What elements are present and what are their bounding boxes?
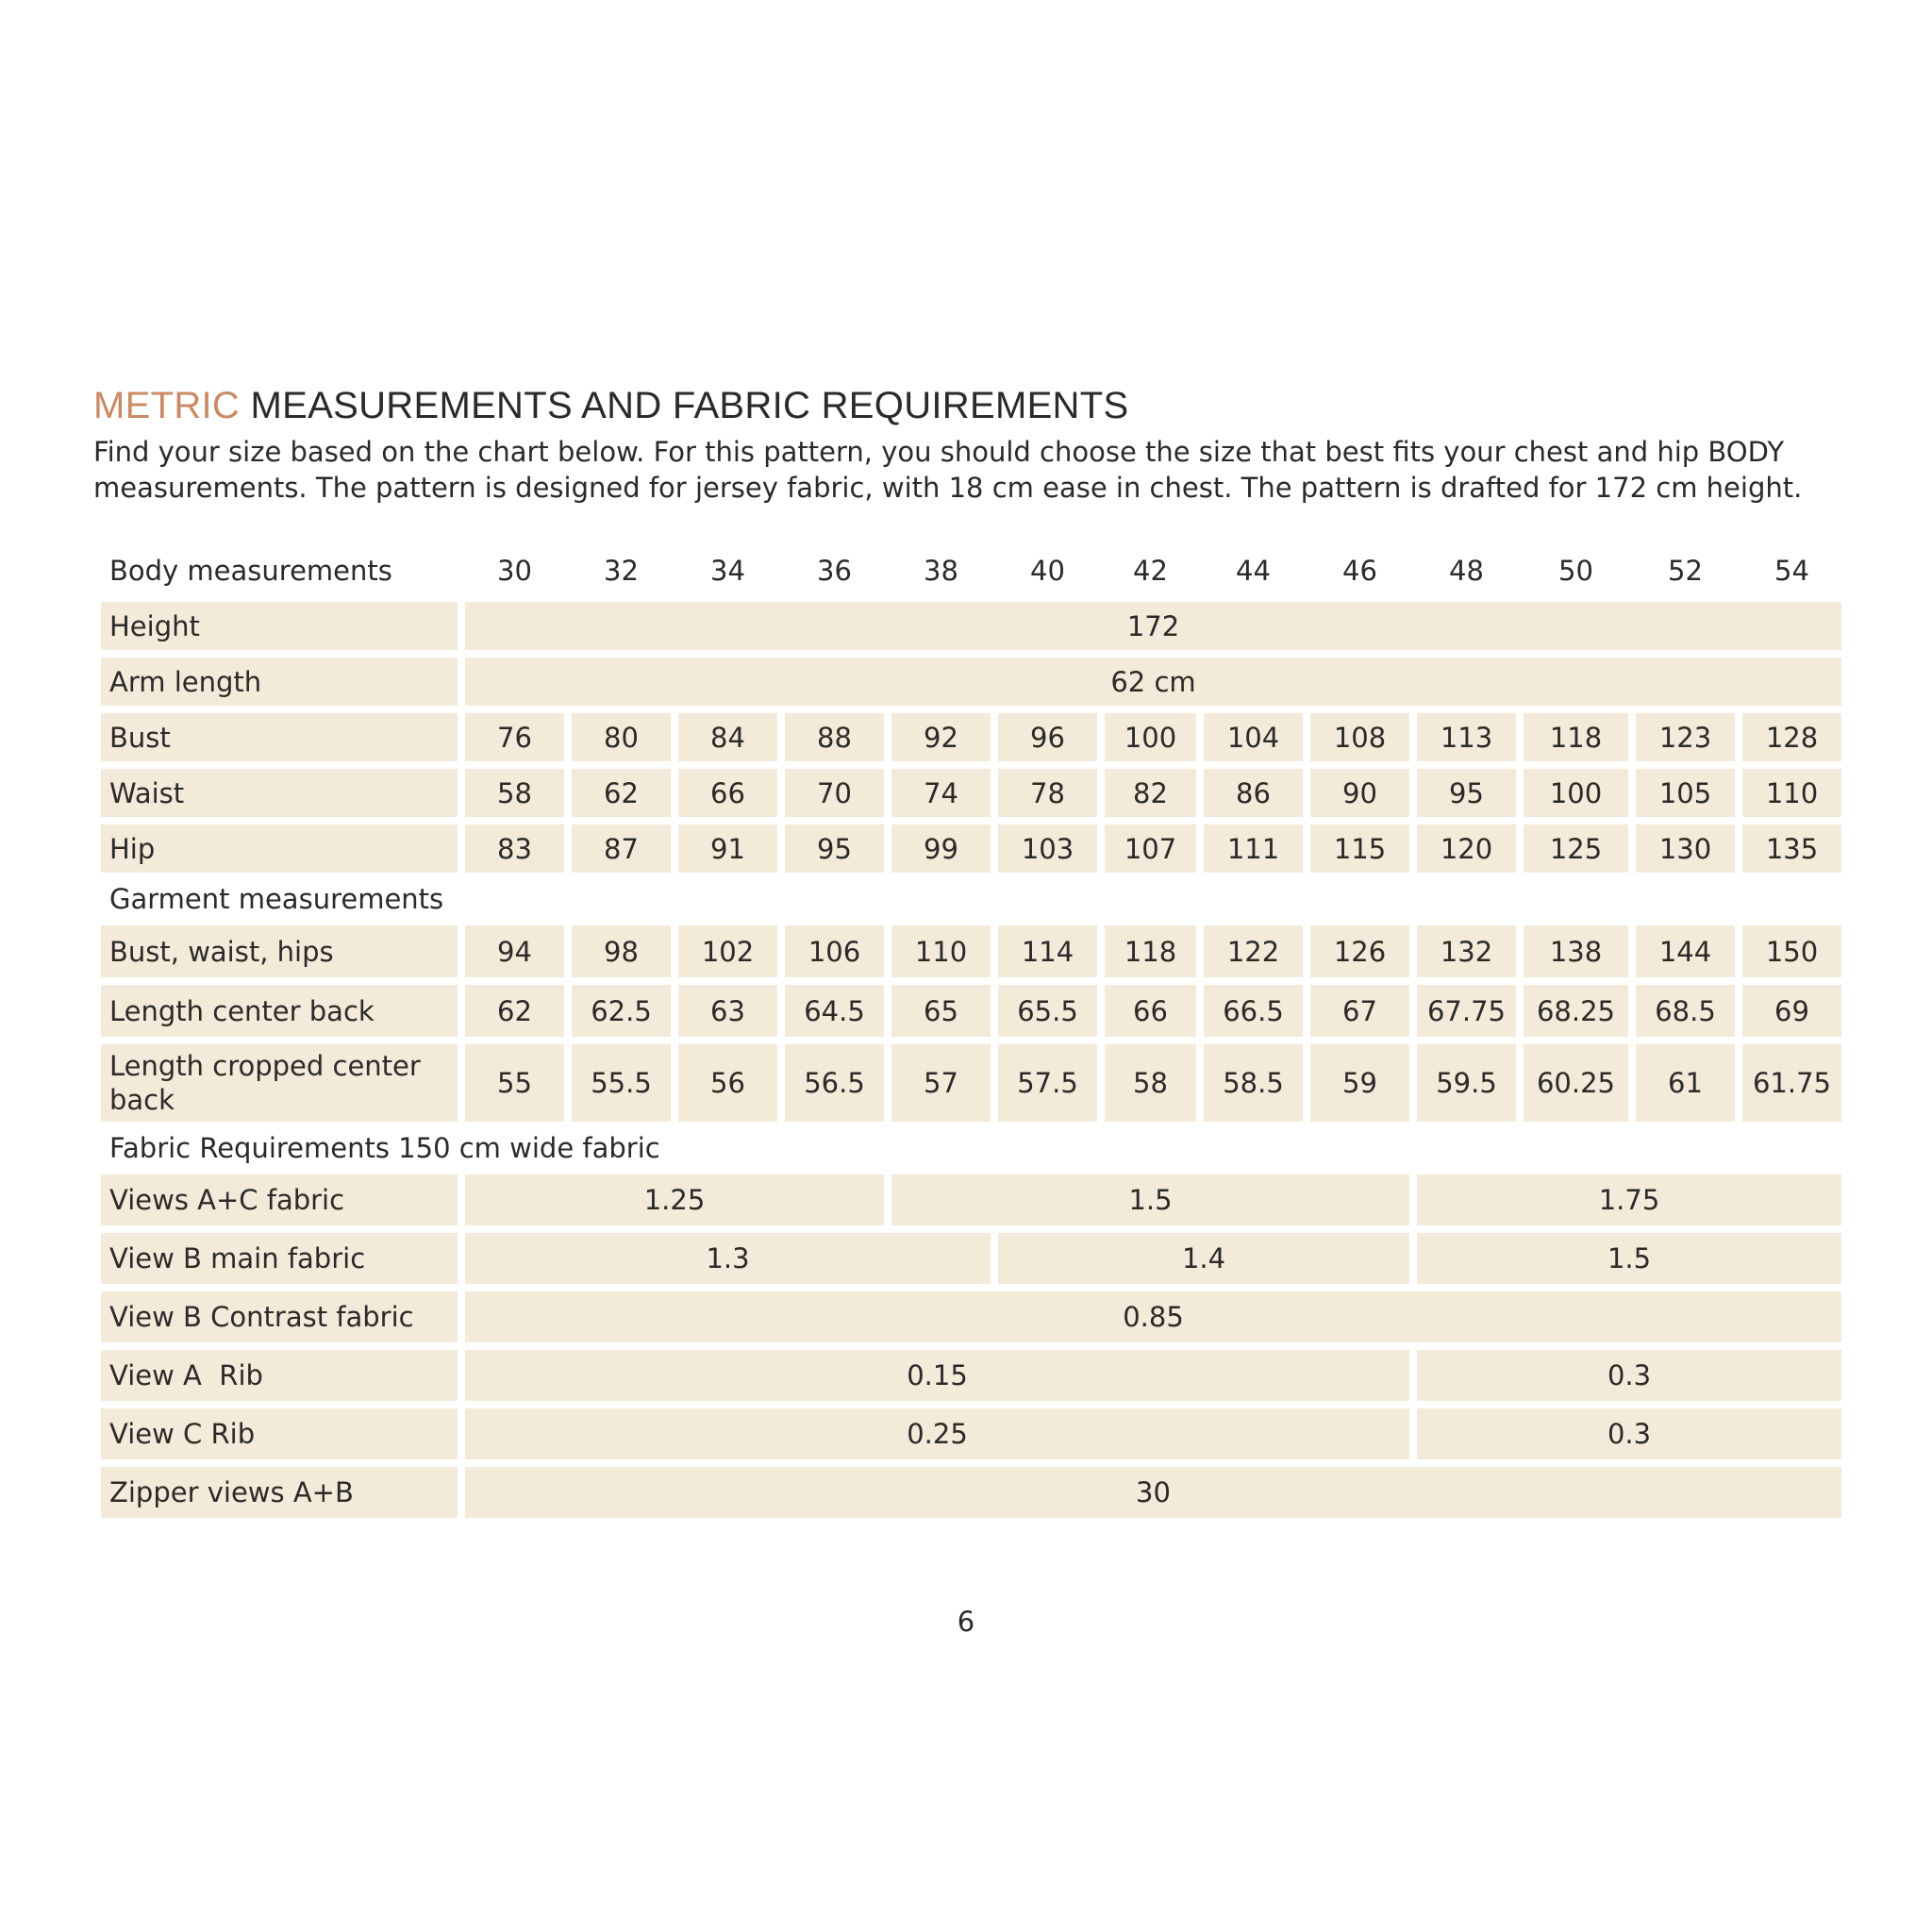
table-cell: 1.3 [465,1233,991,1284]
table-cell: 56 [678,1044,777,1122]
table-cell: 125 [1524,824,1628,873]
table-cell: 115 [1310,824,1409,873]
table-cell: 63 [678,985,777,1037]
table-cell: 67 [1310,985,1409,1037]
table-cell: 98 [572,925,671,977]
table-cell: 0.15 [465,1350,1409,1401]
row-label: View B main fabric [101,1233,458,1284]
garment-measurements-heading: Garment measurements [109,883,444,915]
size-header: 38 [924,555,958,587]
table-cell: 58 [1105,1044,1196,1122]
row-label: Length center back [101,985,458,1037]
table-cell: 99 [891,824,991,873]
table-cell: 92 [891,713,991,761]
table-cell: 135 [1742,824,1841,873]
table-cell: 96 [998,713,1097,761]
length-cropped-center-back-row [101,1044,1841,1122]
row-label: Arm length [101,658,458,706]
height-row [101,602,1841,650]
row-label: View B Contrast fabric [101,1291,458,1342]
table-cell: 100 [1105,713,1196,761]
table-cell: 70 [785,769,884,817]
table-cell: 126 [1310,925,1409,977]
size-header: 46 [1342,555,1377,587]
table-cell: 86 [1204,769,1303,817]
size-header: 54 [1774,555,1809,587]
size-header: 34 [710,555,745,587]
table-cell: 128 [1742,713,1841,761]
table-cell: 30 [465,1467,1841,1518]
body-measurements-heading: Body measurements [109,555,392,587]
arm-length-row [101,658,1841,706]
table-cell: 130 [1636,824,1735,873]
table-cell: 78 [998,769,1097,817]
table-cell: 1.4 [998,1233,1409,1284]
table-cell: 66.5 [1204,985,1303,1037]
table-cell: 1.5 [891,1174,1409,1225]
table-cell: 90 [1310,769,1409,817]
table-cell: 57 [891,1044,991,1122]
table-cell: 106 [785,925,884,977]
row-label: Hip [101,824,458,873]
table-cell: 55 [465,1044,564,1122]
table-cell: 68.5 [1636,985,1735,1037]
table-cell: 1.25 [465,1174,884,1225]
table-cell: 68.25 [1524,985,1628,1037]
title-rest: MEASUREMENTS AND FABRIC REQUIREMENTS [240,385,1129,426]
row-label: Waist [101,769,458,817]
table-cell: 87 [572,824,671,873]
table-cell: 122 [1204,925,1303,977]
intro-line-2: measurements. The pattern is designed for jersey fabric, with 18 cm ease in chest. The pattern is drafted for 172 cm height. [93,472,1803,504]
table-cell: 100 [1524,769,1628,817]
view-a-rib-row [101,1350,1841,1401]
table-cell: 138 [1524,925,1628,977]
views-ac-fabric-row [101,1174,1841,1225]
row-label: Bust, waist, hips [101,925,458,977]
table-cell: 83 [465,824,564,873]
bust-waist-hips-row [101,925,1841,977]
table-cell: 0.25 [465,1408,1409,1459]
table-cell: 62 [465,985,564,1037]
table-cell: 76 [465,713,564,761]
table-cell: 0.3 [1417,1408,1841,1459]
table-cell: 60.25 [1524,1044,1628,1122]
row-label: View C Rib [101,1408,458,1459]
row-label: Height [101,602,458,650]
table-cell: 132 [1417,925,1516,977]
table-cell: 61.75 [1742,1044,1841,1122]
table-cell: 88 [785,713,884,761]
table-cell: 62.5 [572,985,671,1037]
view-b-main-fabric-row [101,1233,1841,1284]
table-cell: 144 [1636,925,1735,977]
table-cell: 105 [1636,769,1735,817]
table-cell: 104 [1204,713,1303,761]
size-header: 44 [1236,555,1271,587]
size-header: 30 [497,555,532,587]
table-cell: 62 [572,769,671,817]
table-cell: 91 [678,824,777,873]
table-cell: 55.5 [572,1044,671,1122]
row-label: Length cropped center back [101,1044,458,1122]
table-cell: 0.85 [465,1291,1841,1342]
page-number: 6 [957,1606,975,1638]
table-cell: 114 [998,925,1097,977]
table-cell: 118 [1524,713,1628,761]
table-cell: 107 [1105,824,1196,873]
view-b-contrast-fabric-row [101,1291,1841,1342]
table-cell: 56.5 [785,1044,884,1122]
table-cell: 74 [891,769,991,817]
table-cell: 59.5 [1417,1044,1516,1122]
garment-section-row [101,880,1841,918]
size-header: 48 [1449,555,1484,587]
table-cell: 110 [891,925,991,977]
length-center-back-row [101,985,1841,1037]
height-value: 172 [465,602,1841,650]
size-header: 36 [817,555,852,587]
sizes-header-row [101,547,1841,594]
table-cell: 66 [678,769,777,817]
table-cell: 95 [1417,769,1516,817]
fabric-section-row [101,1129,1841,1167]
size-header: 32 [604,555,639,587]
size-chart-table [93,540,1849,1525]
hip-row [101,824,1841,873]
table-cell: 94 [465,925,564,977]
fabric-requirements-heading: Fabric Requirements 150 cm wide fabric [109,1132,660,1164]
arm-length-value: 62 cm [465,658,1841,706]
table-cell: 82 [1105,769,1196,817]
intro-line-1: Find your size based on the chart below. For this pattern, you should choose the size that best fits your chest and hip BODY [93,436,1785,468]
bust-row [101,713,1841,761]
table-cell: 118 [1105,925,1196,977]
table-cell: 57.5 [998,1044,1097,1122]
table-cell: 64.5 [785,985,884,1037]
zipper-row [101,1467,1841,1518]
table-cell: 58 [465,769,564,817]
intro-text [93,434,1867,506]
row-label: Zipper views A+B [101,1467,458,1518]
row-label: View A Rib [101,1350,458,1401]
table-cell: 110 [1742,769,1841,817]
size-header: 52 [1668,555,1703,587]
table-cell: 59 [1310,1044,1409,1122]
table-cell: 108 [1310,713,1409,761]
table-cell: 111 [1204,824,1303,873]
table-cell: 103 [998,824,1097,873]
row-label: Bust [101,713,458,761]
table-cell: 66 [1105,985,1196,1037]
table-cell: 0.3 [1417,1350,1841,1401]
table-cell: 102 [678,925,777,977]
table-cell: 123 [1636,713,1735,761]
page-title [93,385,1128,427]
table-cell: 80 [572,713,671,761]
waist-row [101,769,1841,817]
table-cell: 120 [1417,824,1516,873]
table-cell: 113 [1417,713,1516,761]
table-cell: 1.75 [1417,1174,1841,1225]
title-accent: METRIC [93,385,241,426]
table-cell: 65.5 [998,985,1097,1037]
table-cell: 1.5 [1417,1233,1841,1284]
table-cell: 67.75 [1417,985,1516,1037]
size-header: 50 [1558,555,1593,587]
row-label: Views A+C fabric [101,1174,458,1225]
table-cell: 84 [678,713,777,761]
view-c-rib-row [101,1408,1841,1459]
table-cell: 69 [1742,985,1841,1037]
table-cell: 58.5 [1204,1044,1303,1122]
table-cell: 95 [785,824,884,873]
table-cell: 61 [1636,1044,1735,1122]
table-cell: 150 [1742,925,1841,977]
size-header: 40 [1030,555,1065,587]
table-cell: 65 [891,985,991,1037]
size-header: 42 [1133,555,1168,587]
